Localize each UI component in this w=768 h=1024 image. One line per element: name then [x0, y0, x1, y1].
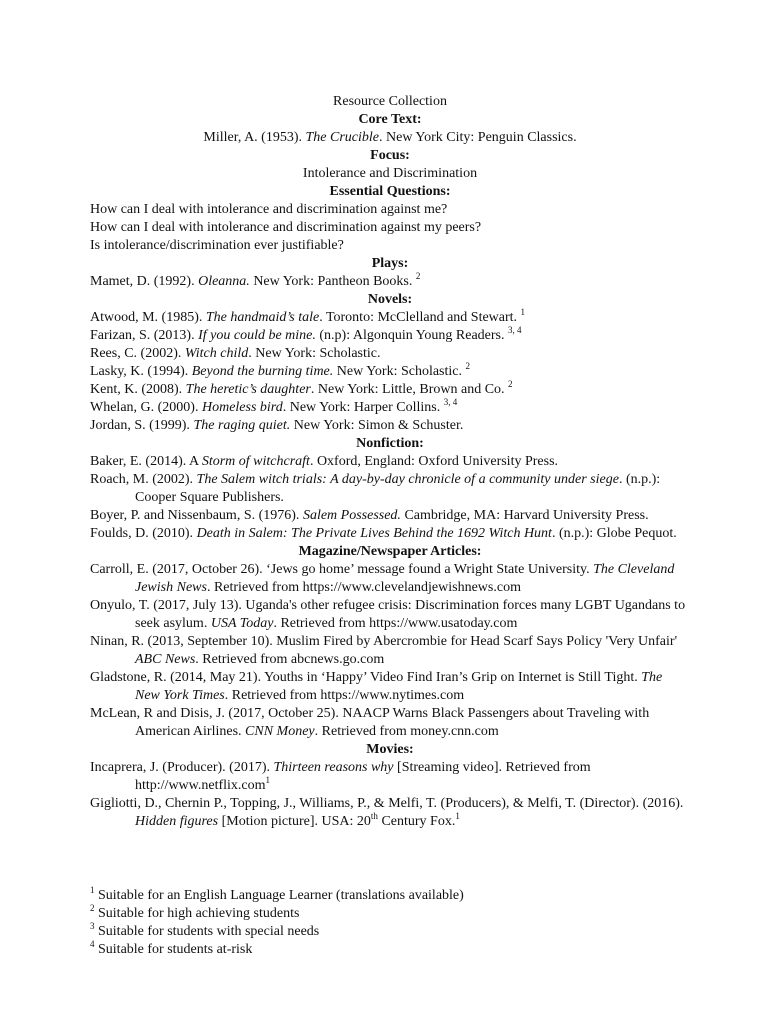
footnote: $^2$ Suitable for high achieving students [90, 903, 300, 921]
novel-citation: Rees, C. (2002). Witch child. New York: Scholastic. [90, 346, 381, 361]
movie-citation: Gigliotti, D., Chernin P., Topping, J., Williams, P., & Melfi, T. (Producers), & Melfi, T. (Director). (2016). Hidden figures [Motion picture]. USA: 20th Century Fox.$^1$ [90, 796, 684, 829]
article-citation: Ninan, R. (2013, September 10). Muslim Fired by Abercrombie for Head Scarf Says Policy 'Very Unfair' ABC News. Retrieved from abcnews.go.com [90, 634, 678, 667]
nonfiction-citation: Boyer, P. and Nissenbaum, S. (1976). Salem Possessed. Cambridge, MA: Harvard University Press. [90, 508, 649, 523]
footnote: $^4$ Suitable for students at-risk [90, 939, 253, 957]
play-citation: Mamet, D. (1992). Oleanna. New York: Pantheon Books. $^2$ [90, 271, 421, 289]
movies-heading: Movies: [366, 742, 414, 757]
question-item: Is intolerance/discrimination ever justifiable? [90, 238, 344, 253]
novel-citation: Farizan, S. (2013). If you could be mine. (n.p): Algonquin Young Readers. $^{3, 4}$ [90, 325, 522, 343]
focus-text: Intolerance and Discrimination [302, 166, 478, 181]
footnote: $^1$ Suitable for an English Language Learner (translations available) [90, 885, 464, 903]
nonfiction-citation: Baker, E. (2014). A Storm of witchcraft. Oxford, England: Oxford University Press. [90, 454, 559, 469]
core-text-citation: Miller, A. (1953). The Crucible. New York City: Penguin Classics. [203, 130, 577, 145]
footnote: $^3$ Suitable for students with special needs [90, 921, 320, 939]
nonfiction-heading: Nonfiction: [356, 436, 424, 451]
document-title: Resource Collection [333, 94, 447, 109]
question-item: How can I deal with intolerance and discrimination against my peers? [90, 220, 482, 235]
question-item: How can I deal with intolerance and discrimination against me? [90, 202, 448, 217]
article-citation: Gladstone, R. (2014, May 21). Youths in ‘Happy’ Video Find Iran’s Grip on Internet is Still Tight. The New York Times. Retrieved from https://www.nytimes.com [90, 670, 663, 703]
articles-heading: Magazine/Newspaper Articles: [298, 544, 482, 559]
nonfiction-citation: Foulds, D. (2010). Death in Salem: The Private Lives Behind the 1692 Witch Hunt. (n.p.): Globe Pequot. [90, 526, 677, 541]
plays-heading: Plays: [371, 256, 409, 271]
article-citation: Onyulo, T. (2017, July 13). Uganda's other refugee crisis: Discrimination forces many LGBT Ugandans to seek asylum. USA Today. Retrieved from https://www.usatoday.com [90, 598, 686, 631]
novel-citation: Atwood, M. (1985). The handmaid’s tale. Toronto: McClelland and Stewart. $^1$ [90, 307, 526, 325]
core-text-heading: Core Text: [358, 112, 422, 127]
novel-citation: Kent, K. (2008). The heretic’s daughter. New York: Little, Brown and Co. $^2$ [90, 379, 513, 397]
novels-heading: Novels: [367, 292, 413, 307]
essential-questions-heading: Essential Questions: [329, 184, 451, 199]
movie-citation: Incaprera, J. (Producer). (2017). Thirteen reasons why [Streaming video]. Retrieved from http://www.netflix.com$^1$ [90, 760, 591, 793]
article-citation: McLean, R and Disis, J. (2017, October 25). NAACP Warns Black Passengers about Traveling with American Airlines. CNN Money. Retrieved from money.cnn.com [90, 706, 650, 739]
focus-heading: Focus: [370, 148, 410, 163]
footnotes [90, 887, 690, 959]
novel-citation: Jordan, S. (1999). The raging quiet. New York: Simon & Schuster. [90, 418, 464, 433]
novel-citation: Whelan, G. (2000). Homeless bird. New York: Harper Collins. $^{3, 4}$ [90, 397, 458, 415]
novel-citation: Lasky, K. (1994). Beyond the burning time. New York: Scholastic. $^2$ [90, 361, 471, 379]
article-citation: Carroll, E. (2017, October 26). ‘Jews go home’ message found a Wright State University. The Cleveland Jewish News. Retrieved from https://www.clevelandjewishnews.com [90, 562, 675, 595]
nonfiction-citation: Roach, M. (2002). The Salem witch trials: A day-by-day chronicle of a community under siege. (n.p.): Cooper Square Publishers. [90, 472, 661, 505]
resource-list [90, 93, 690, 831]
